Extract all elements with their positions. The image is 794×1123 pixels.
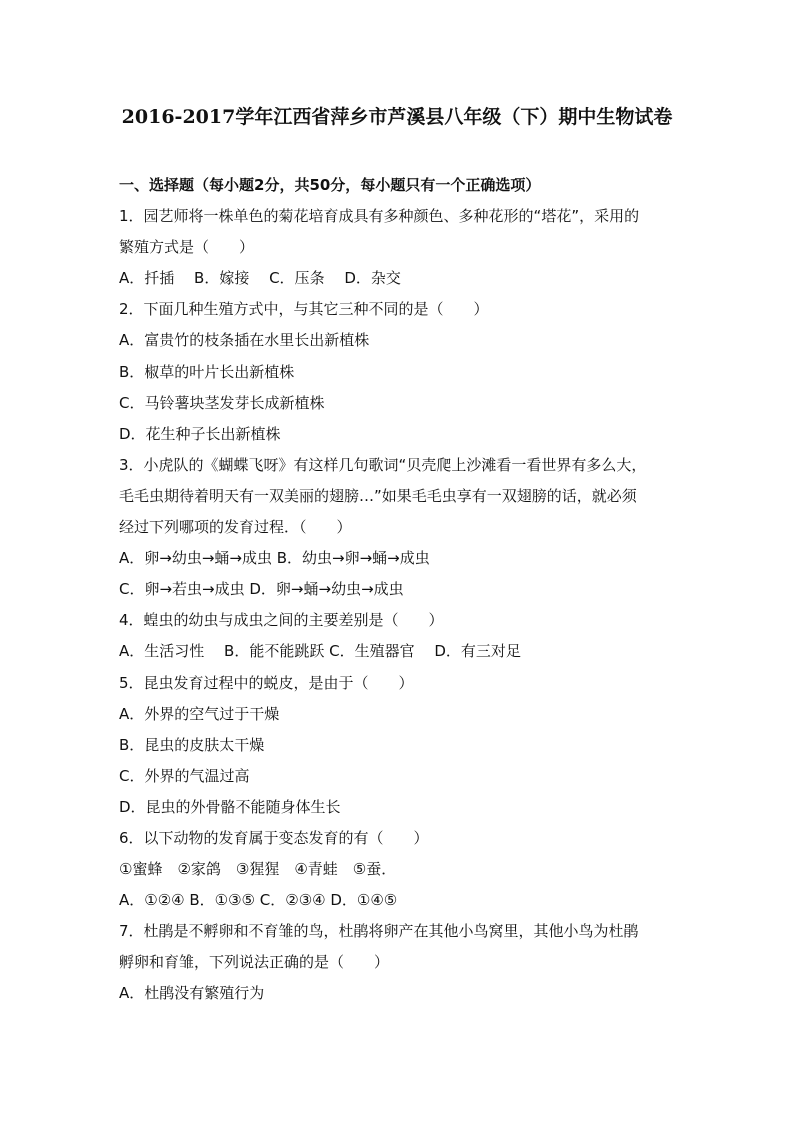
text-line: A．扦插 B．嫁接 C．压条 D．杂交	[119, 269, 401, 288]
text-line: 3．小虎队的《蝴蝶飞呀》有这样几句歌词“贝壳爬上沙滩看一看世界有多么大，	[119, 455, 647, 474]
text-line: 6．以下动物的发育属于变态发育的有（ ）	[119, 828, 429, 847]
text-line: 1．园艺师将一株单色的菊花培育成具有多种颜色、多种花形的“塔花”，采用的	[119, 207, 640, 226]
text-line: 经过下列哪项的发育过程．（ ）	[119, 518, 352, 537]
text-line: A．杜鹃没有繁殖行为	[119, 984, 265, 1003]
text-line: 孵卵和育雏，下列说法正确的是（ ）	[119, 953, 390, 972]
text-line: A．富贵竹的枝条插在水里长出新植株	[119, 331, 370, 350]
page-title: 2016-2017学年江西省萍乡市芦溪县八年级（下）期中生物试卷	[121, 106, 673, 128]
text-line: C．马铃薯块茎发芽长成新植株	[119, 393, 325, 412]
text-line: C．外界的气温过高	[119, 766, 250, 785]
text-line: A．卵→幼虫→蛹→成虫 B．幼虫→卵→蛹→成虫	[119, 549, 430, 568]
section-heading: 一、选择题（每小题2分，共50分，每小题只有一个正确选项）	[119, 176, 541, 194]
text-line: A．外界的空气过于干燥	[119, 704, 280, 723]
text-line: 4．蝗虫的幼虫与成虫之间的主要差别是（ ）	[119, 611, 444, 630]
text-line: B．椒草的叶片长出新植株	[119, 362, 295, 381]
text-line: D．花生种子长出新植株	[119, 424, 281, 443]
text-line: 5．昆虫发育过程中的蜕皮，是由于（ ）	[119, 673, 414, 692]
question-body	[119, 170, 679, 1010]
text-line: B．昆虫的皮肤太干燥	[119, 735, 265, 754]
text-line: 2．下面几种生殖方式中，与其它三种不同的是（ ）	[119, 300, 489, 319]
text-line: ①蜜蜂 ②家鸽 ③猩猩 ④青蛙 ⑤蚕．	[119, 860, 397, 879]
text-line: A．①②④ B．①③⑤ C．②③④ D．①④⑤	[119, 891, 398, 910]
text-line: 繁殖方式是（ ）	[119, 238, 255, 257]
text-line: D．昆虫的外骨骼不能随身体生长	[119, 797, 341, 816]
text-line: A．生活习性 B．能不能跳跃 C．生殖器官 D．有三对足	[119, 642, 521, 661]
text-line: C．卵→若虫→成虫 D．卵→蛹→幼虫→成虫	[119, 580, 404, 599]
text-line: 7．杜鹃是不孵卵和不育雏的鸟，杜鹃将卵产在其他小鸟窝里，其他小鸟为杜鹃	[119, 922, 639, 941]
text-line: 毛毛虫期待着明天有一双美丽的翅膀…”如果毛毛虫享有一双翅膀的话，就必须	[119, 486, 637, 505]
